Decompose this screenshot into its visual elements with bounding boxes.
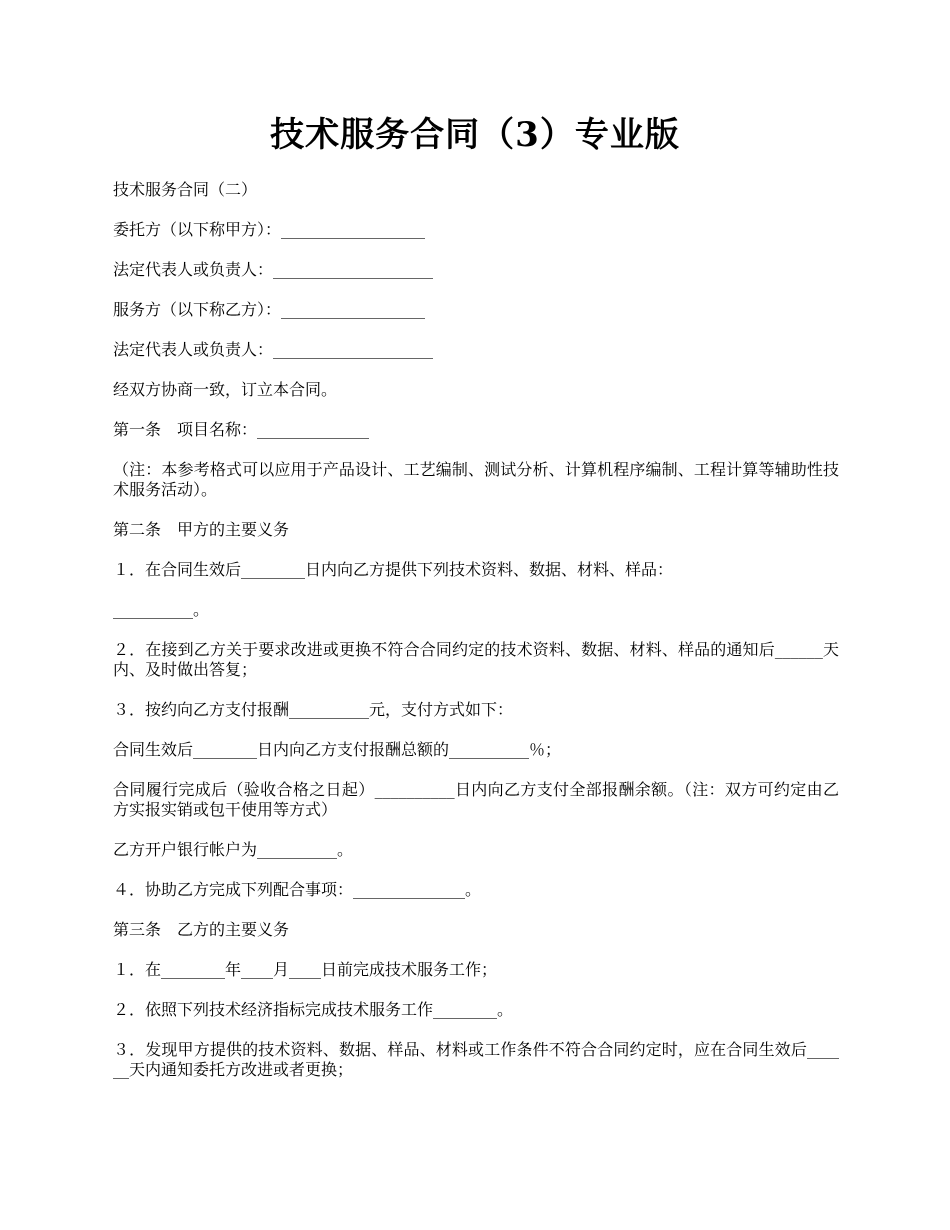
article-2-heading: 第二条 甲方的主要义务 <box>113 520 290 539</box>
article-2-item-2: ２．在接到乙方关于要求改进或更换不符合合同约定的技术资料、数据、材料、样品的通知后______天内、及时做出答复； <box>113 640 839 679</box>
article-2-item-1-blank: __________。 <box>113 600 210 619</box>
article-1-note: （注：本参考格式可以应用于产品设计、工艺编制、测试分析、计算机程序编制、工程计算等辅助性技术服务活动）。 <box>113 460 839 499</box>
payment-term-1: 合同生效后________日内向乙方支付报酬总额的__________％； <box>113 740 562 759</box>
contract-subtitle: 技术服务合同（二） <box>113 180 258 199</box>
payment-term-2: 合同履行完成后（验收合格之日起）__________日内向乙方支付全部报酬余额。（注：双方可约定由乙方实报实销或包干使用等方式） <box>113 780 839 819</box>
article-1-project-name: 第一条 项目名称：______________ <box>113 420 370 439</box>
party-a-representative-line: 法定代表人或负责人：____________________ <box>113 260 434 279</box>
document-title: 技术服务合同（3）专业版 <box>270 115 680 155</box>
article-3-heading: 第三条 乙方的主要义务 <box>113 920 290 939</box>
article-2-item-3: ３．按约向乙方支付报酬__________元，支付方式如下： <box>113 700 514 719</box>
article-3-item-3: ３．发现甲方提供的技术资料、数据、样品、材料或工作条件不符合合同约定时，应在合同生效后______天内通知委托方改进或者更换； <box>113 1040 839 1079</box>
article-3-item-1: １．在________年____月____日前完成技术服务工作； <box>113 960 498 979</box>
agreement-statement: 经双方协商一致，订立本合同。 <box>113 380 338 399</box>
bank-account-line: 乙方开户银行帐户为__________。 <box>113 840 354 859</box>
party-b-representative-line: 法定代表人或负责人：____________________ <box>113 340 434 359</box>
party-a-line: 委托方（以下称甲方）：__________________ <box>113 220 426 239</box>
article-3-item-2: ２．依照下列技术经济指标完成技术服务工作________。 <box>113 1000 514 1019</box>
party-b-line: 服务方（以下称乙方）：__________________ <box>113 300 426 319</box>
document-body <box>113 180 839 1100</box>
article-2-item-1: １．在合同生效后________日内向乙方提供下列技术资料、数据、材料、样品： <box>113 560 674 579</box>
article-2-item-4: ４．协助乙方完成下列配合事项：______________。 <box>113 880 482 899</box>
